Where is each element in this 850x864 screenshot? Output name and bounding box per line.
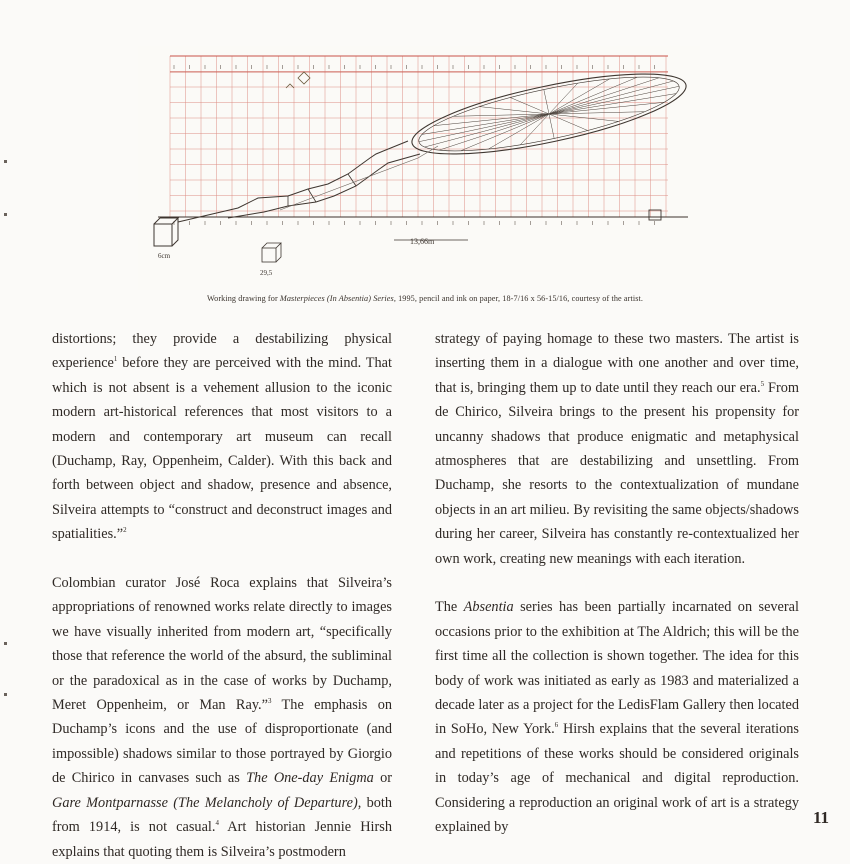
left-column [52, 327, 392, 864]
left-paragraph-2: Colombian curator José Roca explains that Silveira’s appropriations of renowned works relate directly to images we have visually inherited from modern art, “specifically those that reference the world of the absurd, the subliminal or the paradoxical as in the case of works by Duchamp, Meret Oppenheim, or Man Ray.”$^3$ The emphasis on Duchamp’s icons and the use of disproportionate (and impossible) shadows similar to those portrayed by Giorgio de Chirico in canvases such as The One-day Enigma or Gare Montparnasse (The Melancholy of Departure), both from 1914, is not casual.$^4$ Art historian Jennie Hirsh explains that quoting them is Silveira’s postmodern [52, 575, 393, 860]
width-label: 13,66m [410, 237, 435, 246]
box-label: 29,5 [260, 269, 273, 277]
series-title: Absentia [463, 599, 514, 616]
left-paragraph-1: distortions; they provide a destabilizing physical experience$^1$ before they are perceived with the mind. That which is not absent is a vehement allusion to the iconic modern art-historical references that most visitors to a modern and contemporary art museum can recall (Duchamp, Ray, Oppenheim, Calder). With this back and forth between object and shadow, presence and absence, Silveira attempts to “construct and deconstruct images and spatialities.”$^2$ [52, 331, 392, 543]
right-paragraph-1: strategy of paying homage to these two masters. The artist is inserting them in a dialogue with one another and over time, that is, bringing them up to date until they reach our era.$^5$ From de Chirico, Silveira brings to the present his propensity for uncanny shadows that produce enigmatic and metaphysical atmospheres that are destabilizing and unsettling. From Duchamp, she resorts to the contextualization of mundane objects in an art milieu. By revisiting the same objects/shadows during her career, Silveira has constantly re-contextualized her own work, creating new meanings with each iteration. [435, 331, 799, 567]
working-drawing-image [138, 46, 700, 290]
footnote-ref: 4 [215, 819, 219, 828]
height-label: 6cm [158, 252, 171, 260]
footnote-ref: 5 [760, 379, 765, 388]
footnote-ref: 6 [554, 721, 559, 730]
caption-suffix: , 1995, pencil and ink on paper, 18-7/16 x 56-15/16, courtesy of the artist. [393, 294, 644, 303]
caption-prefix: Working drawing for [206, 294, 280, 303]
footnote-ref: 2 [123, 526, 127, 535]
margin-mark [4, 213, 7, 216]
right-column [435, 327, 799, 840]
page-number: 11 [813, 808, 830, 827]
margin-mark [4, 642, 7, 645]
paper-bg [138, 46, 700, 290]
caption-title: Masterpieces (In Absentia) Series [279, 294, 394, 303]
drawing-svg [138, 46, 700, 290]
artwork-title: Gare Montparnasse (The Melancholy of Departure) [52, 794, 358, 811]
footnote-ref: 1 [113, 355, 118, 364]
margin-mark [4, 693, 7, 696]
artwork-title: The One-day Enigma [246, 770, 374, 787]
right-paragraph-2: The Absentia series has been partially incarnated on several occasions prior to the exhibition at The Aldrich; this will be the first time all the collection is shown together. The idea for this body of work was initiated as early as 1983 and materialized a decade later as a project for the LedisFlam Gallery then located in SoHo, New York.$^6$ Hirsh explains that the several iterations and repetitions of these works should be considered originals in today’s age of mechanical and digital reproduction. Considering a reproduction an original work of art is a strategy explained by [435, 599, 799, 836]
footnote-ref: 3 [267, 697, 272, 706]
figure-caption [100, 294, 750, 303]
margin-mark [4, 160, 7, 163]
